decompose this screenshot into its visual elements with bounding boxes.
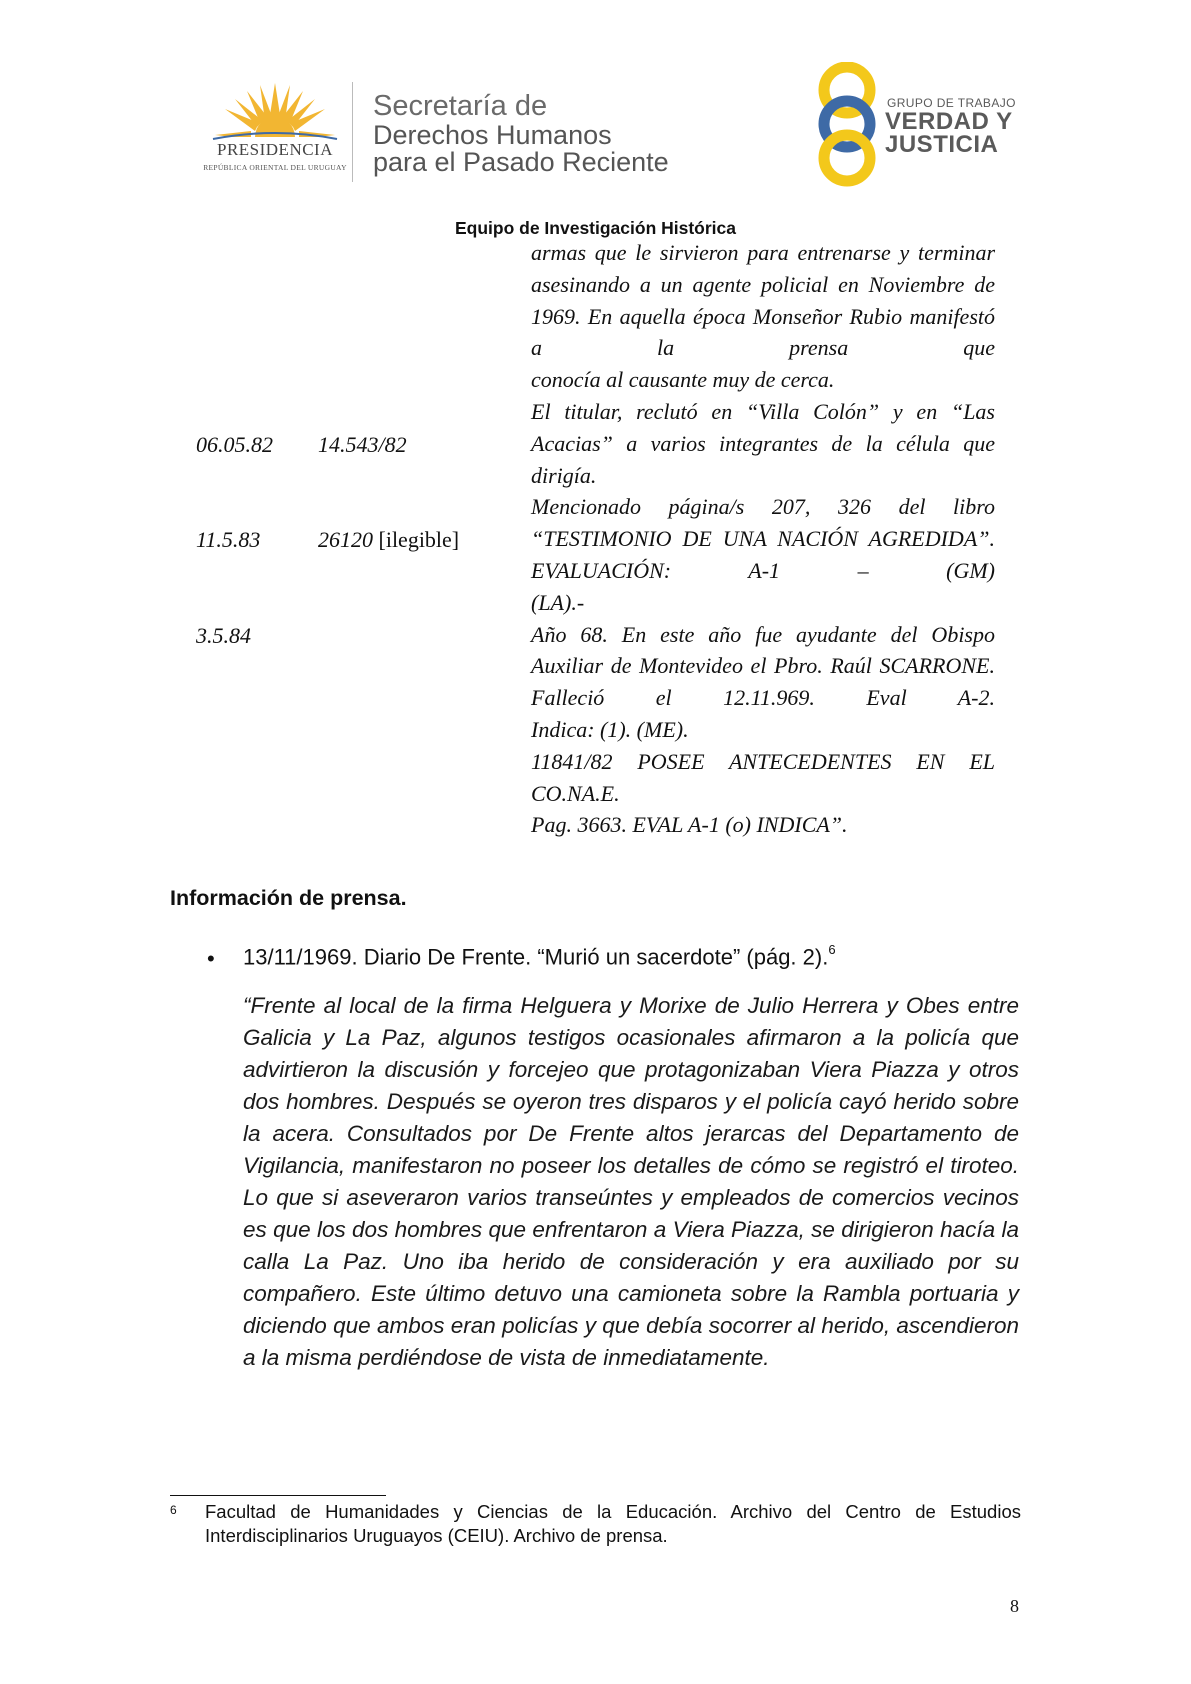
record-para-3: Mencionado página/s 207, 326 del libro “TESTIMONIO DE UNA NACIÓN AGREDIDA”. EVALUACIÓN: A-1 – (GM) xyxy=(531,494,995,583)
verdad-justicia-rings-logo xyxy=(808,62,886,187)
record-number-2-note: [ilegible] xyxy=(378,527,460,552)
record-para-6-last: Pag. 3663. EVAL A-1 (o) INDICA”. xyxy=(531,812,848,838)
press-item xyxy=(243,944,836,970)
secretaria-line-2: Derechos Humanos xyxy=(373,120,612,150)
record-para-5: 11841/82 POSEE ANTECEDENTES EN EL xyxy=(531,748,995,774)
record-para-5-last: CO.NA.E. xyxy=(531,780,620,806)
press-section-title: Información de prensa. xyxy=(170,886,407,910)
presidencia-label: PRESIDENCIA xyxy=(216,140,333,159)
press-quote: “Frente al local de la firma Helguera y Morixe de Julio Herrera y Obes entre Galicia y La Paz, algunos testigos ocasionales afirmaron a la policía que advirtieron la discusión y forcejeo que protagonizaban Viera Piazza y otros dos hombres. Después se oyeron tres disparos y el policía cayó herido sobre la acera. Consultados por De Frente altos jerarcas del Departamento de Vigilancia, manifestaron no poseer los detalles de cómo se registró el tiroteo. Lo que si aseveraron varios transeúntes y empleados de comercios vecinos es que los dos hombres que enfrentaron a Viera Piazza, se dirigieron hacía la calla La Paz. Uno iba herido de consideración y era auxiliado por su compañero. Este último detuvo una camioneta sobre la Rambla portuaria y diciendo que ambos eran policías y que debía socorrer al herido, ascendieron a la misma perdiéndose de vista de inmediatamente. xyxy=(243,993,1019,1370)
record-para-4-last: Indica: (1). (ME). xyxy=(531,716,689,742)
record-para-1-last: conocía al causante muy de cerca. xyxy=(531,367,835,393)
bullet-icon: • xyxy=(207,946,215,971)
record-description xyxy=(531,237,995,841)
footnote-number: 6 xyxy=(170,1503,177,1517)
record-number-2 xyxy=(318,527,459,553)
verdad-y-label: VERDAD Y xyxy=(885,108,1013,135)
page-number: 8 xyxy=(1010,1596,1019,1616)
record-para-4: Año 68. En este año fue ayudante del Obispo Auxiliar de Montevideo el Pbro. Raúl SCARRONE. Falleció el 12.11.969. Eval A-2. xyxy=(531,621,995,711)
press-item-text: 13/11/1969. Diario De Frente. “Murió un sacerdote” (pág. 2). xyxy=(243,944,829,970)
record-date-2: 11.5.83 xyxy=(196,527,261,552)
footnote-ref[interactable]: 6 xyxy=(828,942,836,957)
record-number-2-value: 26120 xyxy=(318,527,373,552)
record-para-2: El titular, reclutó en “Villa Colón” y en “Las Acacias” a varios integrantes de la célula que xyxy=(531,398,995,456)
secretaria-line-1: Secretaría de xyxy=(373,90,548,122)
republica-label: REPÚBLICA ORIENTAL DEL URUGUAY xyxy=(203,163,347,172)
footnote-rule xyxy=(170,1495,386,1496)
header-divider xyxy=(352,82,353,182)
record-date-3: 3.5.84 xyxy=(196,623,251,648)
record-para-1: armas que le sirvieron para entrenarse y terminar asesinando a un agente policial en Noviembre de 1969. En aquella época Monseñor Rubio manifestó a la prensa que xyxy=(531,240,995,361)
grupo-trabajo-label: GRUPO DE TRABAJO xyxy=(887,96,1016,110)
record-number-1: 14.543/82 xyxy=(318,432,407,457)
record-para-2-last: dirigía. xyxy=(531,462,597,488)
footnote-text: Facultad de Humanidades y Ciencias de la Educación. Archivo del Centro de Estudios Interdisciplinarios Uruguayos (CEIU). Archivo de prensa. xyxy=(205,1501,1021,1546)
record-para-3-last: (LA).- xyxy=(531,589,585,615)
justicia-label: JUSTICIA xyxy=(885,131,999,158)
secretaria-line-3: para el Pasado Reciente xyxy=(373,147,669,177)
team-title: Equipo de Investigación Histórica xyxy=(454,218,737,238)
record-date-1: 06.05.82 xyxy=(196,432,273,457)
